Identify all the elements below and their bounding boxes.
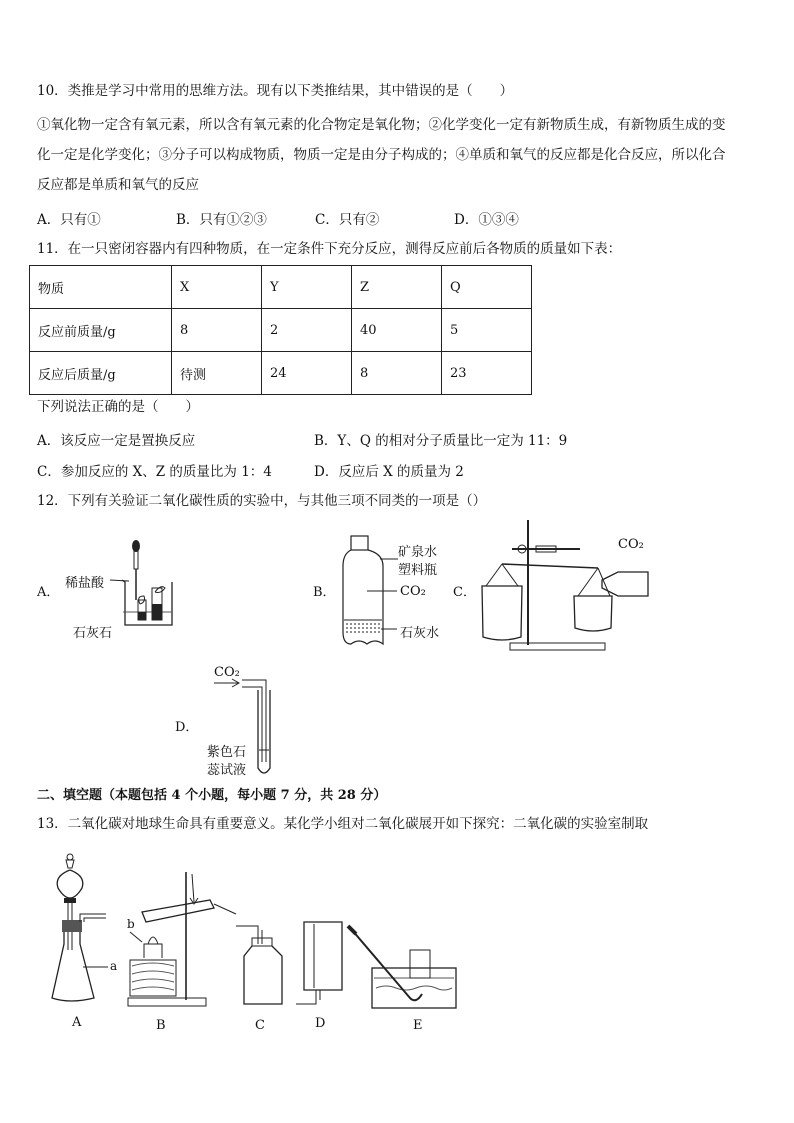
q10-body-line2: 化一定是化学变化；③分子可以构成物质，物质一定是由分子构成的；④单质和氧气的反应都是化合反应，所以化合 [37, 147, 726, 163]
table-cell: Z [352, 266, 442, 309]
table-cell: 2 [262, 309, 352, 352]
table-cell: Y [262, 266, 352, 309]
table-cell: Q [442, 266, 532, 309]
apparatus-mark-b: b [127, 917, 135, 931]
q12-c-gas-label: CO₂ [618, 537, 644, 552]
table-cell: 5 [442, 309, 532, 352]
q12-d-letter: D． [175, 720, 199, 735]
table-cell: 反应后质量/g [30, 352, 172, 395]
table-cell: 23 [442, 352, 532, 395]
q12-a-acid-label: 稀盐酸 [65, 576, 105, 591]
q12-b-bottle-label: 塑料瓶 [398, 563, 438, 578]
q11-option-d: D．反应后 X 的质量为 2 [314, 464, 464, 480]
q12-d-gas-label: CO₂ [214, 665, 240, 680]
table-cell: 40 [352, 309, 442, 352]
q12-b-letter: B． [313, 585, 336, 600]
apparatus-label-d: D [315, 1016, 326, 1031]
q11-option-c: C．参加反应的 X、Z 的质量比为 1：4 [37, 464, 272, 480]
q12-b-lime-label: 石灰水 [400, 626, 440, 641]
q10-option-d: D．①③④ [454, 212, 519, 228]
q10-option-c: C．只有② [315, 212, 380, 228]
q10-body-line3: 反应都是单质和氧气的反应 [37, 177, 199, 193]
table-cell: X [172, 266, 262, 309]
q11-stem: 11．在一只密闭容器内有四种物质，在一定条件下充分反应，测得反应前后各物质的质量如下表： [37, 241, 622, 257]
apparatus-label-a: A [72, 1015, 82, 1030]
table-cell: 8 [352, 352, 442, 395]
table-cell: 8 [172, 309, 262, 352]
q12-d-litmus-label-2: 蕊试液 [207, 763, 247, 778]
q10-option-b: B．只有①②③ [176, 212, 267, 228]
q12-b-water-label: 矿泉水 [398, 545, 438, 560]
table-cell: 待测 [172, 352, 262, 395]
q12-a-stone-label: 石灰石 [73, 626, 113, 641]
section2-title: 二、填空题（本题包括 4 个小题，每小题 7 分，共 28 分） [37, 788, 387, 803]
q10-body-line1: ①氧化物一定含有氧元素，所以含有氧元素的化合物定是氧化物；②化学变化一定有新物质生成，有新物质生成的变 [37, 117, 726, 133]
q11-option-b: B．Y、Q 的相对分子质量比一定为 11：9 [314, 433, 568, 449]
q11-option-a: A．该反应一定是置换反应 [37, 433, 196, 449]
table-cell: 24 [262, 352, 352, 395]
apparatus-label-c: C [255, 1018, 265, 1033]
q12-c-letter: C． [453, 585, 476, 600]
table-cell: 反应前质量/g [30, 309, 172, 352]
q11-prompt: 下列说法正确的是（ ） [37, 399, 199, 415]
apparatus-mark-a: a [110, 959, 118, 973]
table-cell: 物质 [30, 266, 172, 309]
q10-stem: 10．类推是学习中常用的思维方法。现有以下类推结果，其中错误的是（ ） [37, 83, 514, 99]
q10-option-a: A．只有① [37, 212, 101, 228]
q12-b-gas-label: CO₂ [400, 584, 426, 599]
apparatus-label-b: B [156, 1018, 166, 1033]
q13-stem: 13．二氧化碳对地球生命具有重要意义。某化学小组对二氧化碳展开如下探究：二氧化碳的实验室制取 [37, 816, 649, 832]
q12-d-litmus-label-1: 紫色石 [207, 745, 247, 760]
q12-a-letter: A． [37, 585, 60, 600]
q12-stem: 12．下列有关验证二氧化碳性质的实验中，与其他三项不同类的一项是（） [37, 493, 487, 509]
apparatus-label-e: E [413, 1018, 423, 1033]
